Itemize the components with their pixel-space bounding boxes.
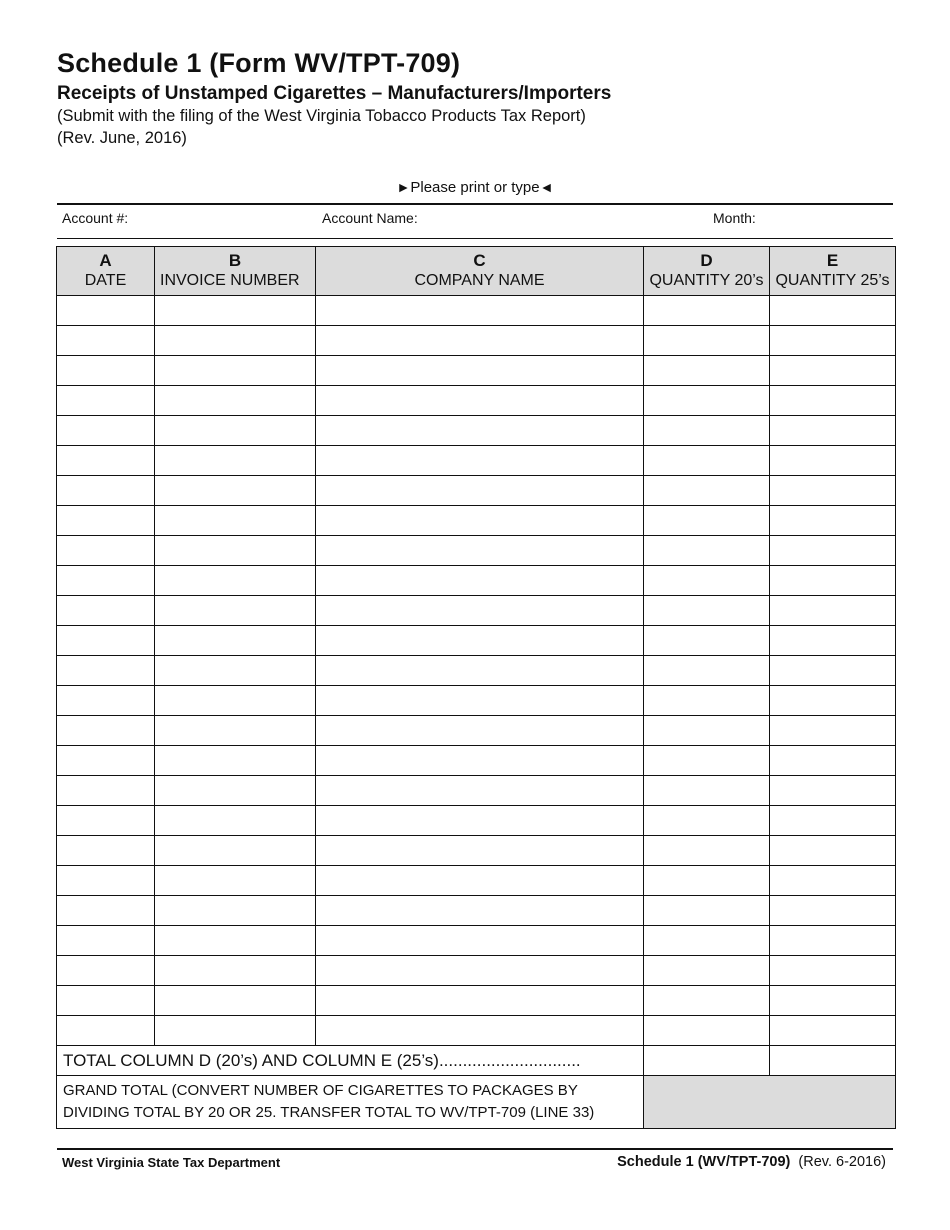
footer-divider	[57, 1148, 893, 1150]
column-header-qty25: E QUANTITY 25’s	[770, 247, 896, 296]
cell-invoice[interactable]	[155, 776, 316, 806]
submission-note: (Submit with the filing of the West Virginia Tobacco Products Tax Report)	[57, 107, 586, 125]
cell-company[interactable]	[316, 986, 644, 1016]
table-row	[57, 416, 896, 446]
cell-date[interactable]	[57, 626, 155, 656]
table-row	[57, 716, 896, 746]
cell-qty20[interactable]	[644, 806, 770, 836]
cell-qty25[interactable]	[770, 566, 896, 596]
cell-qty25[interactable]	[770, 296, 896, 326]
total-e-cell[interactable]	[770, 1046, 896, 1076]
cell-qty25[interactable]	[770, 806, 896, 836]
cell-invoice[interactable]	[155, 836, 316, 866]
cell-date[interactable]	[57, 926, 155, 956]
cell-date[interactable]	[57, 296, 155, 326]
cell-qty20[interactable]	[644, 326, 770, 356]
cell-date[interactable]	[57, 1016, 155, 1046]
cell-date[interactable]	[57, 956, 155, 986]
form-subtitle: Receipts of Unstamped Cigarettes – Manufacturers/Importers	[57, 83, 612, 104]
cell-qty20[interactable]	[644, 896, 770, 926]
cell-qty25[interactable]	[770, 416, 896, 446]
cell-company[interactable]	[316, 776, 644, 806]
cell-qty25[interactable]	[770, 596, 896, 626]
footer-agency: West Virginia State Tax Department	[62, 1155, 281, 1170]
column-header-company: C COMPANY NAME	[316, 247, 644, 296]
cell-invoice[interactable]	[155, 866, 316, 896]
cell-qty25[interactable]	[770, 626, 896, 656]
cell-qty20[interactable]	[644, 476, 770, 506]
cell-qty20[interactable]	[644, 566, 770, 596]
cell-company[interactable]	[316, 296, 644, 326]
table-row	[57, 446, 896, 476]
table-row	[57, 536, 896, 566]
cell-qty25[interactable]	[770, 716, 896, 746]
column-header-qty20: D QUANTITY 20’s	[644, 247, 770, 296]
cell-qty25[interactable]	[770, 686, 896, 716]
table-row	[57, 326, 896, 356]
cell-qty20[interactable]	[644, 986, 770, 1016]
table-row	[57, 746, 896, 776]
cell-invoice[interactable]	[155, 446, 316, 476]
cell-invoice[interactable]	[155, 716, 316, 746]
cell-qty20[interactable]	[644, 836, 770, 866]
cell-company[interactable]	[316, 956, 644, 986]
cell-company[interactable]	[316, 836, 644, 866]
cell-invoice[interactable]	[155, 986, 316, 1016]
cell-qty20[interactable]	[644, 296, 770, 326]
column-header-date: A DATE	[57, 247, 155, 296]
table-header-row	[57, 247, 896, 296]
cell-company[interactable]	[316, 596, 644, 626]
cell-company[interactable]	[316, 686, 644, 716]
cell-invoice[interactable]	[155, 686, 316, 716]
cell-company[interactable]	[316, 866, 644, 896]
cell-date[interactable]	[57, 776, 155, 806]
cell-invoice[interactable]	[155, 956, 316, 986]
cell-date[interactable]	[57, 746, 155, 776]
cell-company[interactable]	[316, 626, 644, 656]
cell-invoice[interactable]	[155, 536, 316, 566]
cell-qty20[interactable]	[644, 626, 770, 656]
cell-date[interactable]	[57, 416, 155, 446]
cell-company[interactable]	[316, 416, 644, 446]
table-row	[57, 956, 896, 986]
cell-invoice[interactable]	[155, 416, 316, 446]
cell-company[interactable]	[316, 1016, 644, 1046]
cell-qty25[interactable]	[770, 866, 896, 896]
month-field[interactable]: Month:	[713, 210, 756, 226]
cell-invoice[interactable]	[155, 746, 316, 776]
cell-date[interactable]	[57, 596, 155, 626]
cell-date[interactable]	[57, 866, 155, 896]
cell-company[interactable]	[316, 356, 644, 386]
cell-date[interactable]	[57, 716, 155, 746]
grand-total-line2: DIVIDING TOTAL BY 20 OR 25. TRANSFER TOTAL TO WV/TPT-709 (LINE 33)	[63, 1103, 595, 1121]
cell-qty20[interactable]	[644, 716, 770, 746]
cell-invoice[interactable]	[155, 356, 316, 386]
cell-qty20[interactable]	[644, 656, 770, 686]
cell-qty20[interactable]	[644, 446, 770, 476]
cell-invoice[interactable]	[155, 926, 316, 956]
cell-invoice[interactable]	[155, 386, 316, 416]
cell-date[interactable]	[57, 686, 155, 716]
cell-date[interactable]	[57, 536, 155, 566]
table-row	[57, 386, 896, 416]
account-info-bar	[57, 203, 893, 239]
cell-date[interactable]	[57, 566, 155, 596]
cell-company[interactable]	[316, 926, 644, 956]
cell-qty25[interactable]	[770, 986, 896, 1016]
form-title: Schedule 1 (Form WV/TPT-709)	[57, 48, 461, 78]
column-header-invoice: B INVOICE NUMBER	[155, 247, 316, 296]
revision-date: (Rev. June, 2016)	[57, 129, 187, 147]
total-label: TOTAL COLUMN D (20’s) AND COLUMN E (25’s)..............................	[57, 1046, 644, 1076]
table-row	[57, 926, 896, 956]
instruction-text: Please print or type	[410, 179, 540, 196]
cell-qty25[interactable]	[770, 956, 896, 986]
cell-company[interactable]	[316, 746, 644, 776]
cell-qty20[interactable]	[644, 506, 770, 536]
cell-date[interactable]	[57, 656, 155, 686]
cell-qty25[interactable]	[770, 476, 896, 506]
cell-qty20[interactable]	[644, 596, 770, 626]
cell-qty25[interactable]	[770, 896, 896, 926]
table-row	[57, 356, 896, 386]
cell-invoice[interactable]	[155, 656, 316, 686]
cell-invoice[interactable]	[155, 626, 316, 656]
cell-company[interactable]	[316, 896, 644, 926]
cell-qty25[interactable]	[770, 1016, 896, 1046]
grand-total-row	[57, 1076, 896, 1129]
left-pointer-icon: ◄	[539, 179, 554, 195]
table-row	[57, 566, 896, 596]
grand-total-label	[57, 1076, 644, 1129]
cell-qty25[interactable]	[770, 326, 896, 356]
cell-qty20[interactable]	[644, 386, 770, 416]
cell-qty20[interactable]	[644, 1016, 770, 1046]
table-row	[57, 806, 896, 836]
cell-date[interactable]	[57, 446, 155, 476]
total-d-cell[interactable]	[644, 1046, 770, 1076]
cell-company[interactable]	[316, 476, 644, 506]
account-name-field[interactable]: Account Name:	[322, 210, 418, 226]
cell-qty25[interactable]	[770, 926, 896, 956]
table-row	[57, 836, 896, 866]
table-row	[57, 506, 896, 536]
cell-qty20[interactable]	[644, 746, 770, 776]
table-row	[57, 626, 896, 656]
cell-date[interactable]	[57, 806, 155, 836]
table-row	[57, 866, 896, 896]
cell-company[interactable]	[316, 566, 644, 596]
cell-invoice[interactable]	[155, 1016, 316, 1046]
table-row	[57, 656, 896, 686]
cell-date[interactable]	[57, 836, 155, 866]
grand-total-line1: GRAND TOTAL (CONVERT NUMBER OF CIGARETTES TO PACKAGES BY	[63, 1082, 578, 1099]
cell-company[interactable]	[316, 326, 644, 356]
footer-form-rev: (Rev. 6-2016)	[798, 1154, 886, 1170]
table-row	[57, 476, 896, 506]
cell-qty25[interactable]	[770, 776, 896, 806]
cell-invoice[interactable]	[155, 566, 316, 596]
cell-date[interactable]	[57, 506, 155, 536]
cell-invoice[interactable]	[155, 896, 316, 926]
cell-company[interactable]	[316, 536, 644, 566]
account-number-field[interactable]: Account #:	[62, 210, 129, 226]
cell-invoice[interactable]	[155, 326, 316, 356]
cell-qty25[interactable]	[770, 746, 896, 776]
total-row	[57, 1046, 896, 1076]
cell-invoice[interactable]	[155, 476, 316, 506]
cell-invoice[interactable]	[155, 506, 316, 536]
cell-qty25[interactable]	[770, 386, 896, 416]
print-instruction	[0, 179, 950, 196]
cell-qty25[interactable]	[770, 656, 896, 686]
cell-qty25[interactable]	[770, 836, 896, 866]
cell-qty20[interactable]	[644, 866, 770, 896]
cell-date[interactable]	[57, 476, 155, 506]
cell-qty20[interactable]	[644, 776, 770, 806]
cell-company[interactable]	[316, 386, 644, 416]
receipts-table	[56, 246, 896, 1129]
cell-invoice[interactable]	[155, 596, 316, 626]
table-row	[57, 986, 896, 1016]
cell-company[interactable]	[316, 656, 644, 686]
footer-form-name: Schedule 1 (WV/TPT-709)	[617, 1154, 791, 1170]
table-row	[57, 686, 896, 716]
right-pointer-icon: ►	[396, 179, 411, 195]
cell-company[interactable]	[316, 716, 644, 746]
table-row	[57, 296, 896, 326]
cell-date[interactable]	[57, 896, 155, 926]
cell-company[interactable]	[316, 506, 644, 536]
cell-qty20[interactable]	[644, 926, 770, 956]
footer-form-id	[617, 1154, 886, 1170]
table-row	[57, 1016, 896, 1046]
grand-total-shaded-cell	[644, 1076, 896, 1129]
cell-qty25[interactable]	[770, 356, 896, 386]
cell-qty25[interactable]	[770, 446, 896, 476]
cell-date[interactable]	[57, 356, 155, 386]
cell-invoice[interactable]	[155, 806, 316, 836]
table-row	[57, 776, 896, 806]
cell-date[interactable]	[57, 386, 155, 416]
cell-date[interactable]	[57, 986, 155, 1016]
cell-date[interactable]	[57, 326, 155, 356]
cell-qty20[interactable]	[644, 416, 770, 446]
cell-qty20[interactable]	[644, 356, 770, 386]
cell-qty25[interactable]	[770, 536, 896, 566]
cell-invoice[interactable]	[155, 296, 316, 326]
cell-company[interactable]	[316, 446, 644, 476]
cell-qty20[interactable]	[644, 536, 770, 566]
cell-qty20[interactable]	[644, 956, 770, 986]
cell-qty20[interactable]	[644, 686, 770, 716]
cell-qty25[interactable]	[770, 506, 896, 536]
cell-company[interactable]	[316, 806, 644, 836]
table-row	[57, 596, 896, 626]
table-row	[57, 896, 896, 926]
